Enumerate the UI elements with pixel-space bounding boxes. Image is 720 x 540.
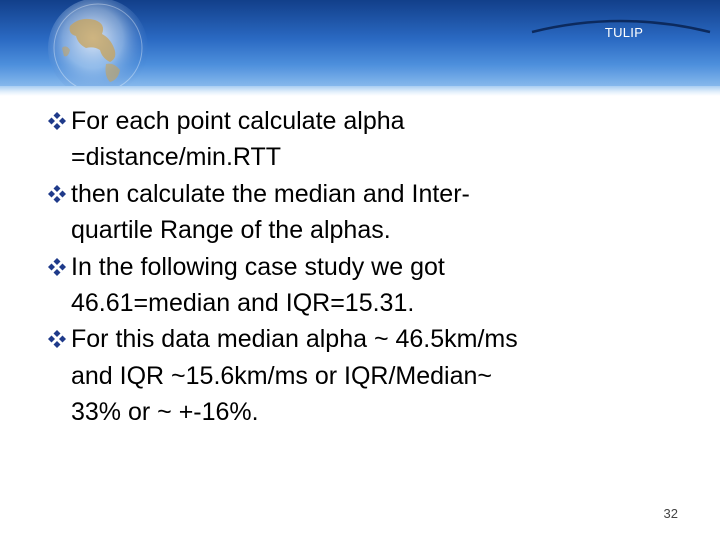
bullet-text-line: In the following case study we got bbox=[71, 252, 445, 281]
diamond-bullet-icon bbox=[45, 321, 69, 357]
header-fade bbox=[0, 86, 720, 96]
bullet-text-line: quartile Range of the alphas. bbox=[71, 216, 391, 245]
bullet-item bbox=[45, 249, 685, 322]
bullet-item bbox=[45, 103, 685, 176]
header-title: TULIP bbox=[604, 25, 644, 40]
bullet-text-line: then calculate the median and Inter- bbox=[71, 179, 470, 208]
slide-header-band bbox=[0, 0, 720, 86]
bullet-text-line: For this data median alpha ~ 46.5km/ms bbox=[71, 325, 518, 354]
diamond-bullet-icon bbox=[45, 176, 69, 212]
bullet-item bbox=[45, 321, 685, 430]
bullet-text-line: 46.61=median and IQR=15.31. bbox=[71, 289, 415, 318]
bullet-text-line: 33% or ~ +-16%. bbox=[71, 398, 259, 427]
page-number: 32 bbox=[663, 506, 678, 521]
bullet-text-line: =distance/min.RTT bbox=[71, 143, 282, 172]
globe-icon bbox=[40, 0, 160, 86]
bullet-text-line: For each point calculate alpha bbox=[71, 107, 405, 135]
bullet-item bbox=[45, 176, 685, 249]
bullet-list bbox=[45, 103, 685, 431]
diamond-bullet-icon bbox=[45, 249, 69, 285]
bullet-text-line: and IQR ~15.6km/ms or IQR/Median~ bbox=[71, 361, 493, 390]
diamond-bullet-icon bbox=[45, 103, 69, 139]
